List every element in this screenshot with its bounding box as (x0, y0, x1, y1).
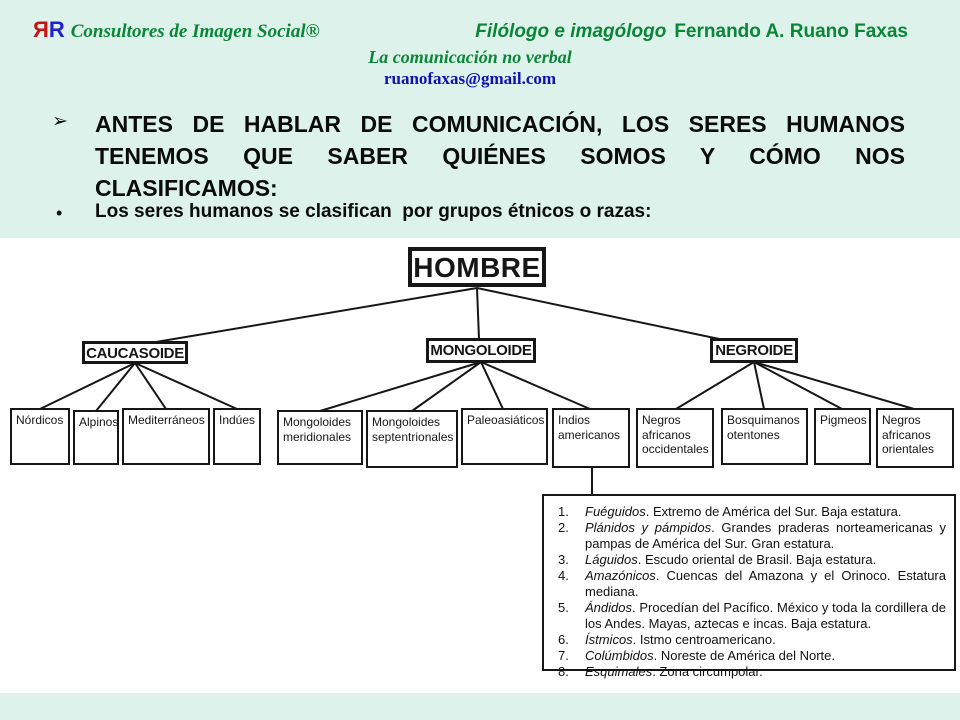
list-item-text (585, 632, 946, 648)
arrow-bullet-icon: ➢ (52, 110, 68, 132)
list-item (558, 552, 946, 568)
list-item (558, 520, 946, 552)
email-text: ruanofaxas@gmail.com (383, 69, 557, 88)
branch-node-caucasoide: CAUCASOIDE (82, 341, 188, 364)
leaf-node-mongoloides-meridionales: Mongoloides meridionales (277, 410, 363, 465)
header-title (475, 21, 908, 43)
title-role: Filólogo e imagólogo (475, 21, 667, 42)
bullet1-line3: CLASIFICAMOS: (95, 175, 278, 201)
list-item-lead: Colúmbidos (585, 648, 654, 663)
list-item (558, 648, 946, 664)
leaf-node-alpinos: Alpinos (73, 410, 119, 465)
list-item-rest: . Istmo centroamericano. (632, 632, 776, 647)
list-item-text (585, 600, 946, 632)
leaf-node-negros-africanos-orientales: Negros africanos orientales (876, 408, 954, 468)
list-item-number: 8. (558, 664, 569, 679)
branch-node-mongoloide: MONGOLOIDE (426, 338, 536, 363)
list-item-lead: Láguidos (585, 552, 638, 567)
title-author: Fernando A. Ruano Faxas (674, 21, 908, 42)
leaf-node-indues: Indúes (213, 408, 261, 465)
list-item-rest: . Grandes praderas norteamericanas y pampas de América del Sur. Gran estatura. (585, 520, 946, 551)
bullet1-text (95, 108, 905, 204)
list-item-lead: Esquimales (585, 664, 653, 679)
list-item-text (585, 520, 946, 552)
list-item (558, 600, 946, 632)
list-item (558, 568, 946, 600)
bullet1-line2: TENEMOS QUE SABER QUIÉNES SOMOS Y CÓMO NOS (95, 143, 905, 169)
list-item-lead: Ístmicos (585, 632, 633, 647)
list-item-number: 2. (558, 520, 569, 535)
list-item-rest: . Procedían del Pacífico. México y toda la cordillera de los Andes. Mayas, aztecas e incas. Baja estatura. (585, 600, 946, 631)
brand-name: Consultores de Imagen Social® (70, 21, 320, 42)
list-item-lead: Ándidos (585, 600, 632, 615)
list-item-number: 6. (558, 632, 569, 647)
email-row (0, 69, 940, 89)
dot-bullet-icon: • (56, 203, 63, 223)
list-item (558, 504, 946, 520)
list-item-number: 4. (558, 568, 569, 583)
list-item (558, 632, 946, 648)
list-item-number: 3. (558, 552, 569, 567)
bullet2-text: Los seres humanos se clasifican por grupos étnicos o razas: (95, 201, 652, 222)
leaf-node-indios-americanos: Indios americanos (552, 408, 630, 468)
detail-list-box (542, 494, 956, 679)
subtitle-row (0, 47, 940, 68)
branch-node-negroide: NEGROIDE (710, 338, 798, 363)
leaf-node-nordicos: Nórdicos (10, 408, 70, 465)
leaf-node-pigmeos: Pigmeos (814, 408, 871, 465)
list-item-text (585, 552, 946, 568)
list-item (558, 664, 946, 680)
leaf-node-bosquimanos-otentones: Bosquimanos otentones (721, 408, 808, 465)
list-item-text (585, 504, 946, 520)
list-item-rest: . Cuencas del Amazona y el Orinoco. Estatura mediana. (585, 568, 946, 599)
list-item-rest: . Escudo oriental de Brasil. Baja estatura. (637, 552, 877, 567)
leaf-node-mediterraneos: Mediterráneos (122, 408, 210, 465)
list-item-text (585, 568, 946, 600)
list-item-number: 1. (558, 504, 569, 519)
logo-ya-letter: Я (33, 17, 49, 42)
list-item-lead: Amazónicos (585, 568, 656, 583)
list-item-rest: . Extremo de América del Sur. Baja estatura. (645, 504, 902, 519)
logo-r-letter: R (48, 17, 65, 42)
list-item-text (585, 648, 946, 664)
list-item-number: 7. (558, 648, 569, 663)
leaf-node-paleoasiaticos: Paleoasiáticos (461, 408, 548, 465)
list-item-lead: Plánidos y pámpidos (585, 520, 712, 535)
root-node-hombre: HOMBRE (408, 247, 546, 287)
subtitle: La comunicación no verbal (368, 47, 572, 67)
list-item-text (585, 664, 946, 680)
bullet1-line1: ANTES DE HABLAR DE COMUNICACIÓN, LOS SERES HUMANOS (95, 111, 905, 137)
leaf-node-mongoloides-septentrionales: Mongoloides septentrionales (366, 410, 458, 468)
header-row (33, 17, 908, 43)
list-item-number: 5. (558, 600, 569, 615)
list-item-rest: . Noreste de América del Norte. (653, 648, 836, 663)
leaf-node-negros-africanos-occidentales: Negros africanos occidentales (636, 408, 714, 468)
header-logo (33, 17, 320, 43)
list-item-rest: . Zona circumpolar. (652, 664, 763, 679)
list-item-lead: Fuéguidos (585, 504, 646, 519)
